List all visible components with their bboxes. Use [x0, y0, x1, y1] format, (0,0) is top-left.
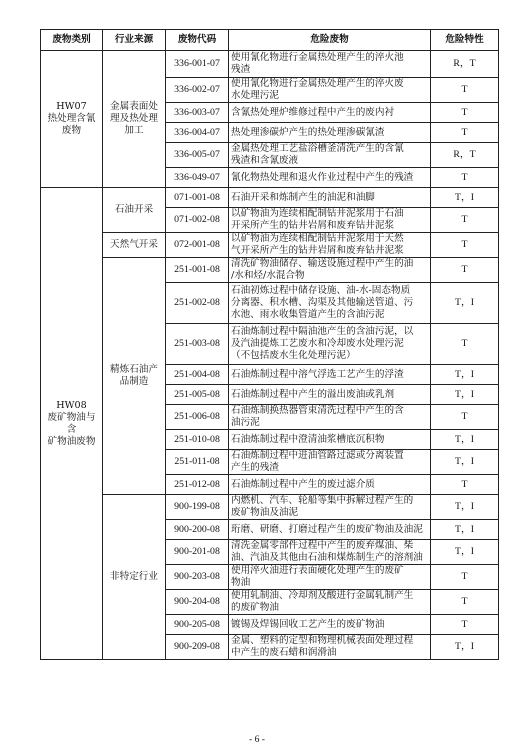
hazard-property: R，T — [431, 143, 499, 168]
waste-code: 336-005-07 — [166, 143, 229, 168]
waste-code: 900-204-08 — [166, 590, 229, 615]
hazard-property: T，I — [431, 188, 499, 208]
waste-code: 071-001-08 — [166, 188, 229, 208]
industry-source: 石油开采 — [103, 188, 166, 233]
waste-description: 含氰热处理炉维修过程中产生的废内衬 — [229, 103, 431, 123]
waste-description: 石油炼制过程中澄清油浆槽底沉积物 — [229, 430, 431, 450]
hazard-property: T，I — [431, 365, 499, 385]
hazard-property: T — [431, 168, 499, 188]
waste-code: 251-003-08 — [166, 324, 229, 365]
waste-code: 251-002-08 — [166, 283, 229, 324]
waste-code: 251-006-08 — [166, 405, 229, 430]
waste-code: 900-209-08 — [166, 635, 229, 660]
header-waste: 危险废物 — [229, 30, 431, 51]
waste-description: 珩磨、研磨、打磨过程产生的废矿物油及油泥 — [229, 520, 431, 540]
waste-code: 336-003-07 — [166, 103, 229, 123]
table-row — [41, 258, 499, 283]
waste-description: 以矿物油为连续相配制钻井泥浆用于天然 气开采所产生的钻井岩屑和废弃钻井泥浆 — [229, 233, 431, 258]
waste-code: 900-200-08 — [166, 520, 229, 540]
header-code: 废物代码 — [166, 30, 229, 51]
hazard-property: T — [431, 324, 499, 365]
table-row — [41, 233, 499, 258]
waste-code: 072-001-08 — [166, 233, 229, 258]
waste-description: 热处理渗碳炉产生的热处理渗碳氰渣 — [229, 123, 431, 143]
waste-description: 使用氰化物进行金属热处理产生的淬火池 残渣 — [229, 51, 431, 78]
waste-description: 清洗矿物油储存、输送设施过程中产生的油 /水和烃/水混合物 — [229, 258, 431, 283]
waste-code: 336-004-07 — [166, 123, 229, 143]
waste-code: 336-002-07 — [166, 78, 229, 103]
hazard-property: T — [431, 123, 499, 143]
waste-description: 石油炼制过程中产生的溢出废油或乳剂 — [229, 385, 431, 405]
waste-description: 使用轧制油、冷却剂及酸进行金属轧制产生 的废矿物油 — [229, 590, 431, 615]
hazardous-waste-table — [40, 29, 499, 660]
table-row — [41, 51, 499, 78]
page-number: - 6 - — [249, 734, 265, 745]
header-row — [41, 30, 499, 51]
hazard-property: T，I — [431, 635, 499, 660]
hazard-property: T — [431, 590, 499, 615]
waste-code: 900-201-08 — [166, 540, 229, 565]
waste-category: HW08 废矿物油与含 矿物油废物 — [41, 188, 103, 660]
header-source: 行业来源 — [103, 30, 166, 51]
waste-description: 石油炼制过程中溶气浮选工艺产生的浮渣 — [229, 365, 431, 385]
hazard-property: T — [431, 233, 499, 258]
waste-description: 内燃机、汽车、轮船等集中拆解过程产生的 废矿物油及油泥 — [229, 495, 431, 520]
header-category: 废物类别 — [41, 30, 103, 51]
waste-description: 氰化物热处理和退火作业过程中产生的残渣 — [229, 168, 431, 188]
waste-description: 石油开采和炼制产生的油泥和油脚 — [229, 188, 431, 208]
hazard-property: T，I — [431, 430, 499, 450]
hazard-property: T，I — [431, 450, 499, 475]
waste-code: 251-005-08 — [166, 385, 229, 405]
waste-category: HW07 热处理含氰 废物 — [41, 51, 103, 188]
waste-code: 251-001-08 — [166, 258, 229, 283]
waste-code: 900-199-08 — [166, 495, 229, 520]
waste-code: 900-205-08 — [166, 615, 229, 635]
hazard-property: T — [431, 565, 499, 590]
waste-description: 石油炼制过程中隔油池产生的含油污泥，以 及汽油提炼工艺废水和冷却废水处理污泥 （不包括废水生化处理污泥） — [229, 324, 431, 365]
industry-source: 金属表面处 理及热处理 加工 — [103, 51, 166, 188]
waste-description: 石油炼制过程中产生的废过滤介质 — [229, 475, 431, 495]
hazard-property: T — [431, 405, 499, 430]
waste-description: 石油初炼过程中储存设施、油-水-固态物质 分离器、积水槽、沟渠及其他输送管道、污 水池、雨水收集管道产生的含油污泥 — [229, 283, 431, 324]
waste-description: 金属、塑料的定型和物理机械表面处理过程 中产生的废石蜡和润滑油 — [229, 635, 431, 660]
industry-source: 非特定行业 — [103, 495, 166, 660]
waste-catalog-sheet — [40, 29, 498, 660]
hazard-property: T — [431, 615, 499, 635]
industry-source: 天然气开采 — [103, 233, 166, 258]
waste-description: 石油炼制换热器管束清洗过程中产生的含 油污泥 — [229, 405, 431, 430]
waste-description: 镀锡及焊锡回收工艺产生的废矿物油 — [229, 615, 431, 635]
waste-code: 336-001-07 — [166, 51, 229, 78]
waste-code: 251-011-08 — [166, 450, 229, 475]
table-body — [41, 51, 499, 660]
waste-code: 900-203-08 — [166, 565, 229, 590]
waste-description: 以矿物油为连续相配制钻井泥浆用于石油 开采所产生的钻井岩屑和废弃钻井泥浆 — [229, 208, 431, 233]
waste-description: 使用淬火油进行表面硬化处理产生的废矿 物油 — [229, 565, 431, 590]
waste-code: 336-049-07 — [166, 168, 229, 188]
table-row — [41, 495, 499, 520]
hazard-property: T — [431, 258, 499, 283]
table-row — [41, 188, 499, 208]
waste-code: 251-012-08 — [166, 475, 229, 495]
waste-code: 251-010-08 — [166, 430, 229, 450]
hazard-property: R，T — [431, 51, 499, 78]
industry-source: 精炼石油产 品制造 — [103, 258, 166, 495]
hazard-property: T，I — [431, 495, 499, 520]
hazard-property: T — [431, 78, 499, 103]
hazard-property: T — [431, 475, 499, 495]
waste-description: 清洗金属零部件过程中产生的废弃煤油、柴 油、汽油及其他由石油和煤炼制生产的溶剂油 — [229, 540, 431, 565]
waste-description: 使用氰化物进行金属热处理产生的淬火废 水处理污泥 — [229, 78, 431, 103]
waste-code: 071-002-08 — [166, 208, 229, 233]
hazard-property: T，I — [431, 385, 499, 405]
hazard-property: T，I — [431, 540, 499, 565]
hazard-property: T — [431, 103, 499, 123]
header-hazard: 危险特性 — [431, 30, 499, 51]
hazard-property: T — [431, 208, 499, 233]
hazard-property: T，I — [431, 283, 499, 324]
waste-code: 251-004-08 — [166, 365, 229, 385]
waste-description: 金属热处理工艺盐浴槽釜清洗产生的含氰 残渣和含氰废液 — [229, 143, 431, 168]
hazard-property: T，I — [431, 520, 499, 540]
waste-description: 石油炼制过程中进油管路过滤或分离装置 产生的残渣 — [229, 450, 431, 475]
